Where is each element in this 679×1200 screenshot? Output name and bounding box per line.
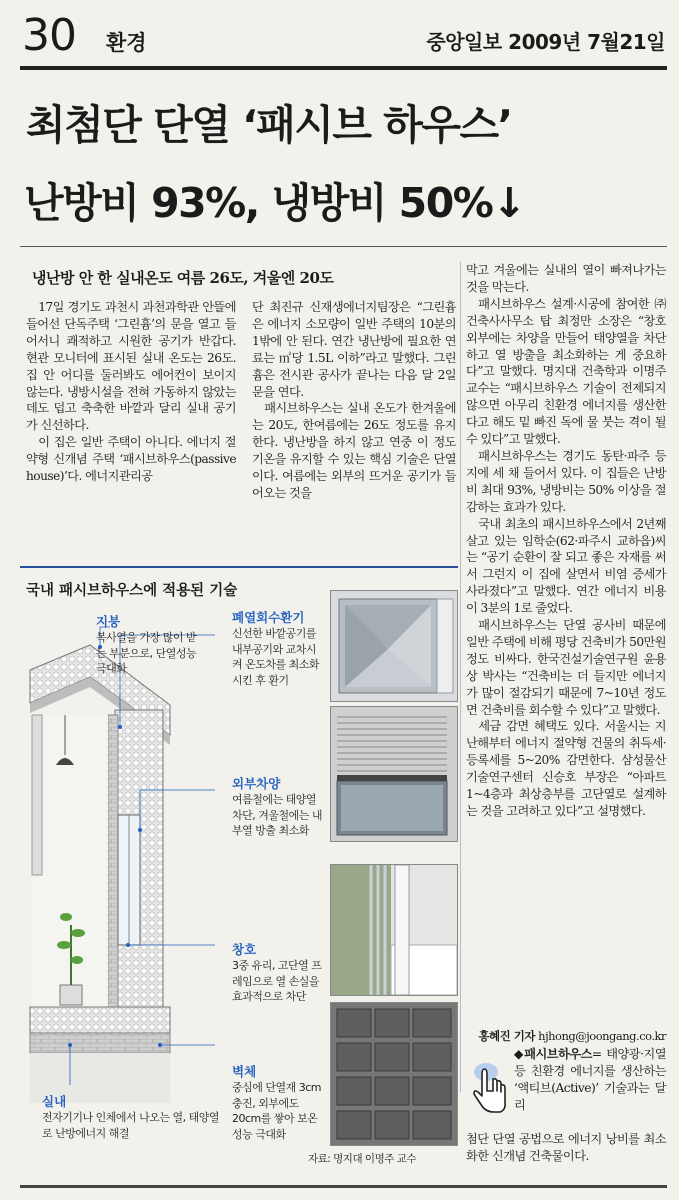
article-column-1: [26, 299, 236, 485]
glossary-text-top: = 태양광·지열 등 친환경 에너지를 생산하는 ‘액티브(Active)’ 기술과는 달리: [514, 1047, 666, 1112]
ventilation-unit-photo: [330, 590, 458, 702]
glossary-top: [514, 1046, 666, 1114]
triple-glazing-photo: [330, 864, 458, 996]
byline: [466, 1028, 666, 1044]
byline-name: 홍혜진 기자: [478, 1029, 536, 1043]
headline-line-1: 최첨단 단열 ‘패시브 하우스’: [26, 101, 512, 149]
paragraph: 국내 최초의 패시브하우스에서 2년째 살고 있는 임학순(62·파주시 교하읍)씨는 “공기 순환이 잘 되고 좋은 자재를 써서 그런지 이 집에 살면서 비염 증세가 사라졌다”고 말했다. 연간 에너지 비용이 3분의 1로 줄었다.: [466, 516, 666, 616]
wall-insulation-photo: [330, 1002, 458, 1146]
paragraph: 세금 감면 혜택도 있다. 서울시는 지난해부터 에너지 절약형 건물의 취득세·등록세를 5~20% 감면한다. 삼성물산 기술연구센터 신승호 부장은 “아파트 1~4층과 최상층부를 고단열로 설계하는 것을 고려하고 있다”고 설명했다.: [466, 719, 666, 818]
paragraph: 패시브하우스는 경기도 동탄·파주 등지에 세 채 들어서 있다. 이 집들은 난방비 최대 93%, 냉방비는 50% 이상을 절감하는 효과가 있다.: [466, 448, 666, 514]
paragraph: 막고 겨울에는 실내의 열이 빠져나가는 것을 막는다.: [466, 263, 666, 294]
graphic-label-interior-desc: 전자기기나 인체에서 나오는 열, 태양열로 난방에너지 해결: [42, 1111, 219, 1140]
graphic-label-ventilation-desc: 신선한 바깥공기를 내부공기와 교차시켜 온도차를 최소화시킨 후 환기: [232, 627, 320, 687]
subheadline: 냉난방 안 한 실내온도 여름 26도, 겨울엔 20도: [32, 269, 334, 287]
graphic-label-window-title: 창호: [232, 942, 257, 957]
paragraph: 패시브하우스는 실내 온도가 한겨울에는 20도, 한여름에는 26도 정도를 유지한다. 냉난방을 하지 않고 연중 이 정도 기온을 유지할 수 있는 핵심 기술은 단열이다. 여름에는 외부의 뜨거운 공기가 들어오는 것을: [252, 401, 456, 500]
byline-email: hjhong@joongang.co.kr: [538, 1029, 666, 1043]
paragraph: 단 최진규 신재생에너지팀장은 “그린흄은 에너지 소모량이 일반 주택의 10분의 1밖에 안 된다. 연간 냉난방에 필요한 연료는 ㎡당 1.5L 이하”라고 말했다. 그린흄은 전시관 공사가 끝나는 다음 달 2일 문을 연다.: [252, 300, 456, 399]
top-rule: [20, 66, 667, 70]
external-shade-photo: [330, 706, 458, 842]
paragraph: 패시브하우스는 단열 공사비 때문에 일반 주택에 비해 평당 건축비가 50만원 정도 비싸다. 한국건설기술연구원 윤용상 박사는 “건축비는 더 들지만 에너지가 많이 절감되기 때문에 7~10년 정도면 건축비를 회수할 수 있다”고 말했다.: [466, 618, 666, 717]
graphic-label-roof-title: 지붕: [96, 614, 121, 629]
graphic-label-wall-desc: 중심에 단열재 3cm 충진, 외부에도 20cm를 쌓아 보온성능 극대화: [232, 1081, 322, 1141]
glossary-text-bottom: 첨단 단열 공법으로 에너지 낭비를 최소화한 신개념 건축물이다.: [466, 1132, 666, 1163]
section-name: 환경: [106, 31, 147, 55]
headline-line-2: 난방비 93%, 냉방비 50%↓: [24, 179, 526, 227]
graphic-credit: 자료: 명지대 이명주 교수: [308, 1153, 416, 1165]
paragraph: 패시브하우스 설계·시공에 참여한 ㈜건축사사무소 탑 최정만 소장은 “창호 외부에는 차양을 만들어 태양열을 차단하고 열 방출을 최소화하는 게 중요하다”고 말했다. 명지대 건축학과 이명주 교수는 “패시브하우스 기술이 전제되지 않으면 아무리 친환경 에너지를 생산한다고 해도 밑 빠진 독에 물 붓는 격이 될 수 있다”고 말했다.: [466, 296, 666, 447]
article-column-3: [466, 262, 666, 820]
paper-date: 중앙일보 2009년 7월21일: [426, 30, 665, 54]
column-divider: [460, 262, 461, 1092]
glossary-term: ◆패시브하우스: [514, 1047, 592, 1061]
article-column-2: [252, 299, 456, 502]
graphic-label-wall-title: 벽체: [232, 1064, 257, 1079]
graphic-label-window-desc: 3중 유리, 고단열 프레임으로 열 손실을 효과적으로 차단: [232, 959, 322, 1003]
page-number: 30: [22, 10, 76, 61]
graphic-label-ventilation-title: 폐열회수환기: [232, 610, 305, 625]
paragraph: 17일 경기도 과천시 과천과학관 안뜰에 들어선 단독주택 ‘그린흄’의 문을 열고 들어서니 쾌적하고 시원한 공기가 반갑다. 현관 모니터에 표시된 실내 온도는 26도. 집 안 어디를 둘러봐도 에어컨이 보이지 않는다. 냉방시설을 전혀 가동하지 않았는데도 덥고 축축한 바깥과 달리 실내 공기가 신선하다.: [26, 300, 236, 433]
house-cross-section-illustration: [20, 615, 220, 1115]
graphic-label-interior-title: 실내: [42, 1094, 67, 1109]
paragraph: 이 집은 일반 주택이 아니다. 에너지 절약형 신개념 주택 ‘패시브하우스(passive house)’다. 에너지관리공: [26, 435, 236, 484]
graphic-label-roof-desc: 복사열을 가장 많이 받는 부분으로, 단열성능 극대화: [96, 631, 197, 675]
bottom-rule: [20, 1185, 667, 1188]
headline-rule: [20, 246, 667, 247]
graphic-title: 국내 패시브하우스에 적용된 기술: [26, 583, 238, 599]
graphic-label-shade-title: 외부차양: [232, 776, 281, 791]
hand-pointer-icon: [468, 1058, 508, 1116]
graphic-rule: [20, 566, 458, 568]
graphic-label-shade-desc: 여름철에는 태양열 차단, 겨울철에는 내부열 방출 최소화: [232, 793, 322, 837]
